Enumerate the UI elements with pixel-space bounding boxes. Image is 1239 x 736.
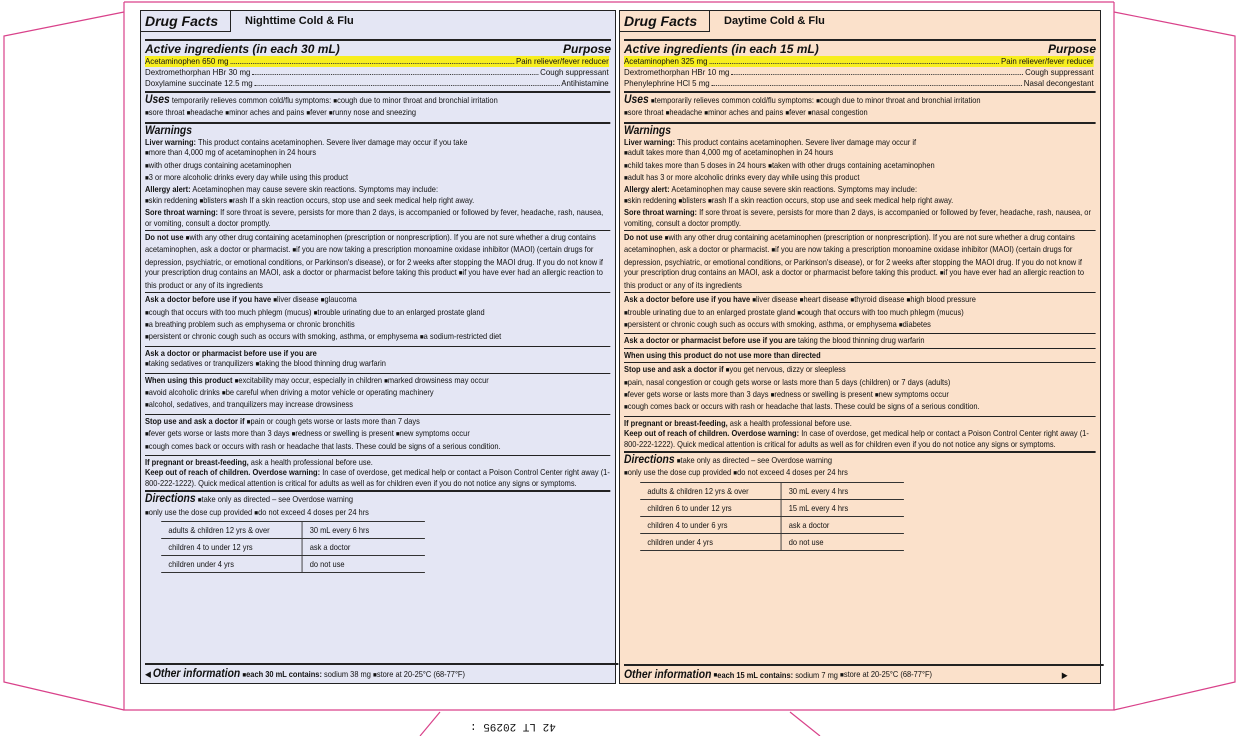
uses-section: Uses temporarily relieves common cold/flu symptoms: ■ cough due to minor throat and bronchial irritation ■ sore throat ■ headache ■ minor aches and pains ■ fever ■ runny nose and sneezing bbox=[145, 91, 611, 122]
purpose-heading: Purpose bbox=[1047, 42, 1096, 56]
product-name: Nighttime Cold & Flu bbox=[245, 15, 354, 27]
purpose-heading: Purpose bbox=[562, 42, 611, 56]
ingredient-row: Dextromethorphan HBr 10 mg Cough suppressant bbox=[624, 67, 1094, 77]
do-not-use-section: Do not use ■ with any other drug containing acetaminophen (prescription or nonprescription). If you are not sure whether a drug contains acetaminophen, ask a doctor or pharmacist. ■ if you are now taking a prescription monoamine oxidase inhibitor (MAOI) (certain drugs for depression, psychiatric, or emotional conditions, or Parkinson's disease), or for 2 weeks after stopping the MAOI drug. If you do not know if your prescription drug contains an MAOI, ask a doctor or pharmacist before taking this product ■ if you have ever had an allergic reaction to this product or any of its ingredients bbox=[145, 230, 611, 292]
ask-doctor-section: Ask a doctor before use if you have ■ liver disease ■ glaucoma ■ cough that occurs with too much phlegm (mucus) ■ trouble urinating due to an enlarged prostate gland ■ a breathing problem such as emphysema or chronic bronchitis ■ persistent or chronic cough such as occurs with smoking, asthma, or emphysema ■ a sodium-restricted diet bbox=[145, 292, 611, 346]
active-heading: Active ingredients (in each 30 mL) bbox=[145, 42, 340, 56]
table-row: children 4 to under 6 yrs ask a doctor bbox=[640, 516, 904, 533]
table-row: children under 4 yrs do not use bbox=[640, 533, 904, 550]
ingredient-row: Phenylephrine HCl 5 mg Nasal decongestant bbox=[624, 78, 1094, 88]
daytime-drug-facts-panel bbox=[619, 10, 1101, 684]
table-row: children 6 to under 12 yrs 15 mL every 4 hrs bbox=[640, 499, 904, 516]
ask-doctor-section: Ask a doctor before use if you have ■ liver disease ■ heart disease ■ thyroid disease ■ high blood pressure ■ trouble urinating due to an enlarged prostate gland ■ cough that occurs with too much phlegm (mucus) ■ persistent or chronic cough such as occurs with smoking, asthma, or emphysema ■ diabetes bbox=[624, 292, 1096, 333]
triangle-right-icon: ▶ bbox=[1061, 669, 1068, 680]
directions-section: Directions ■ take only as directed – see Overdose warning ■ only use the dose cup provided ■ do not exceed 4 doses per 24 hrs adults & children 12 yrs & over 30 mL every 4 hrs children 6 to under 12 yrs 15 mL every 4 hrs children 4 to under 6 yrs ask a doctor children under 4 yrs do not use bbox=[624, 451, 1096, 555]
other-information-section: ◀ Other information ■ each 30 mL contains: sodium 38 mg ■ store at 20-25°C (68-77°F) bbox=[145, 663, 619, 681]
uses-section: Uses ■ temporarily relieves common cold/flu symptoms: ■ cough due to minor throat and bronchial irritation ■ sore throat ■ headache ■ minor aches and pains ■ fever ■ nasal congestion bbox=[624, 91, 1096, 122]
ingredient-row: Doxylamine succinate 12.5 mg Antihistamine bbox=[145, 78, 609, 88]
drug-facts-tab: Drug Facts bbox=[141, 11, 231, 32]
do-not-use-section: Do not use ■ with any other drug containing acetaminophen (prescription or nonprescription). If you are not sure whether a drug contains acetaminophen, ask a doctor or pharmacist. ■ if you are now taking a prescription monoamine oxidase inhibitor (MAOI) (certain drugs for depression, psychiatric, or emotional conditions, or Parkinson's disease), or for 2 weeks after stopping the MAOI drug. If you do not know if your prescription drug contains an MAOI, ask a doctor or pharmacist before taking this product. ■ if you have ever had an allergic reaction to this product or any of its ingredients bbox=[624, 230, 1096, 292]
drug-facts-tab: Drug Facts bbox=[620, 11, 710, 32]
lot-code: 42 LT 20295 : bbox=[470, 720, 556, 732]
ask-pharmacist-section: Ask a doctor or pharmacist before use if you are ■ taking sedatives or tranquilizers ■ taking the blood thinning drug warfarin bbox=[145, 346, 611, 373]
warnings-section: Warnings Liver warning: This product contains acetaminophen. Severe liver damage may occur if ■ adult takes more than 4,000 mg of acetaminophen in 24 hours ■ child takes more than 5 doses in 24 hours ■ taken with other drugs containing acetaminophen ■ adult has 3 or more alcoholic drinks every day while using this product Allergy alert: Acetaminophen may cause severe skin reactions. Symptoms may include: ■ skin reddening ■ blisters ■ rash If a skin reaction occurs, stop use and seek medical help right away. Sore throat warning: If sore throat is severe, persists for more than 2 days, is accompanied or followed by fever, headache, rash, nausea, or vomiting, consult a doctor promptly. bbox=[624, 122, 1096, 230]
nighttime-drug-facts-panel bbox=[140, 10, 616, 684]
product-name: Daytime Cold & Flu bbox=[724, 15, 825, 27]
directions-section: Directions ■ take only as directed – see Overdose warning ■ only use the dose cup provided ■ do not exceed 4 doses per 24 hrs adults & children 12 yrs & over 30 mL every 6 hrs children 4 to under 12 yrs ask a doctor children under 4 yrs do not use bbox=[145, 490, 611, 577]
stop-use-section: Stop use and ask a doctor if ■ pain or cough gets worse or lasts more than 7 days ■ fever gets worse or lasts more than 3 days ■ redness or swelling is present ■ new symptoms occur ■ cough comes back or occurs with rash or headache that lasts. These could be signs of a serious condition. bbox=[145, 414, 611, 455]
stop-use-section: Stop use and ask a doctor if ■ you get nervous, dizzy or sleepless ■ pain, nasal congestion or cough gets worse or lasts more than 5 days (children) or 7 days (adults) ■ fever gets worse or lasts more than 3 days ■ redness or swelling is present ■ new symptoms occur ■ cough comes back or occurs with rash or headache that lasts. These could be signs of a serious condition. bbox=[624, 362, 1096, 416]
ask-pharmacist-section: Ask a doctor or pharmacist before use if you are taking the blood thinning drug warfarin bbox=[624, 333, 1096, 347]
other-information-section: Other information ■ each 15 mL contains: sodium 7 mg ■ store at 20-25°C (68-77°F) ▶ bbox=[624, 664, 1104, 681]
pregnancy-keep-out-section: If pregnant or breast-feeding, ask a health professional before use. Keep out of reach of children. Overdose warning: In case of overdose, get medical help or contact a Poison Control Center right away (1-800-222-1222). Quick medical attention is critical for adults as well as for children even if you do not notice any signs or symptoms. bbox=[624, 416, 1096, 451]
dosage-table bbox=[640, 482, 904, 551]
dosage-table bbox=[161, 521, 425, 573]
when-using-section: When using this product ■ excitability may occur, especially in children ■ marked drowsiness may occur ■ avoid alcoholic drinks ■ be careful when driving a motor vehicle or operating machinery ■ alcohol, sedatives, and tranquilizers may increase drowsiness bbox=[145, 373, 611, 414]
active-heading: Active ingredients (in each 15 mL) bbox=[624, 42, 819, 56]
pregnancy-keep-out-section: If pregnant or breast-feeding, ask a health professional before use. Keep out of reach of children. Overdose warning: In case of overdose, get medical help or contact a Poison Control Center right away (1-800-222-1222). Quick medical attention is critical for adults as well as for children even if you do not notice any signs or symptoms. bbox=[145, 455, 611, 490]
warnings-section: Warnings Liver warning: This product contains acetaminophen. Severe liver damage may occur if you take ■ more than 4,000 mg of acetaminophen in 24 hours ■ with other drugs containing acetaminophen ■ 3 or more alcoholic drinks every day while using this product Allergy alert: Acetaminophen may cause severe skin reactions. Symptoms may include: ■ skin reddening ■ blisters ■ rash If a skin reaction occurs, stop use and seek medical help right away. Sore throat warning: If sore throat is severe, persists for more than 2 days, is accompanied or followed by fever, headache, rash, nausea, or vomiting, consult a doctor promptly. bbox=[145, 122, 611, 230]
triangle-left-icon: ◀ bbox=[145, 668, 151, 679]
ingredient-row: Dextromethorphan HBr 30 mg Cough suppressant bbox=[145, 67, 609, 77]
table-row: children under 4 yrs do not use bbox=[161, 556, 425, 573]
ingredient-row: Acetaminophen 650 mg Pain reliever/fever reducer bbox=[145, 56, 609, 66]
ingredient-row: Acetaminophen 325 mg Pain reliever/fever reducer bbox=[624, 56, 1094, 66]
table-row: adults & children 12 yrs & over 30 mL every 6 hrs bbox=[161, 522, 425, 539]
table-row: adults & children 12 yrs & over 30 mL every 4 hrs bbox=[640, 482, 904, 499]
table-row: children 4 to under 12 yrs ask a doctor bbox=[161, 539, 425, 556]
when-using-section: When using this product do not use more than directed bbox=[624, 348, 1096, 362]
